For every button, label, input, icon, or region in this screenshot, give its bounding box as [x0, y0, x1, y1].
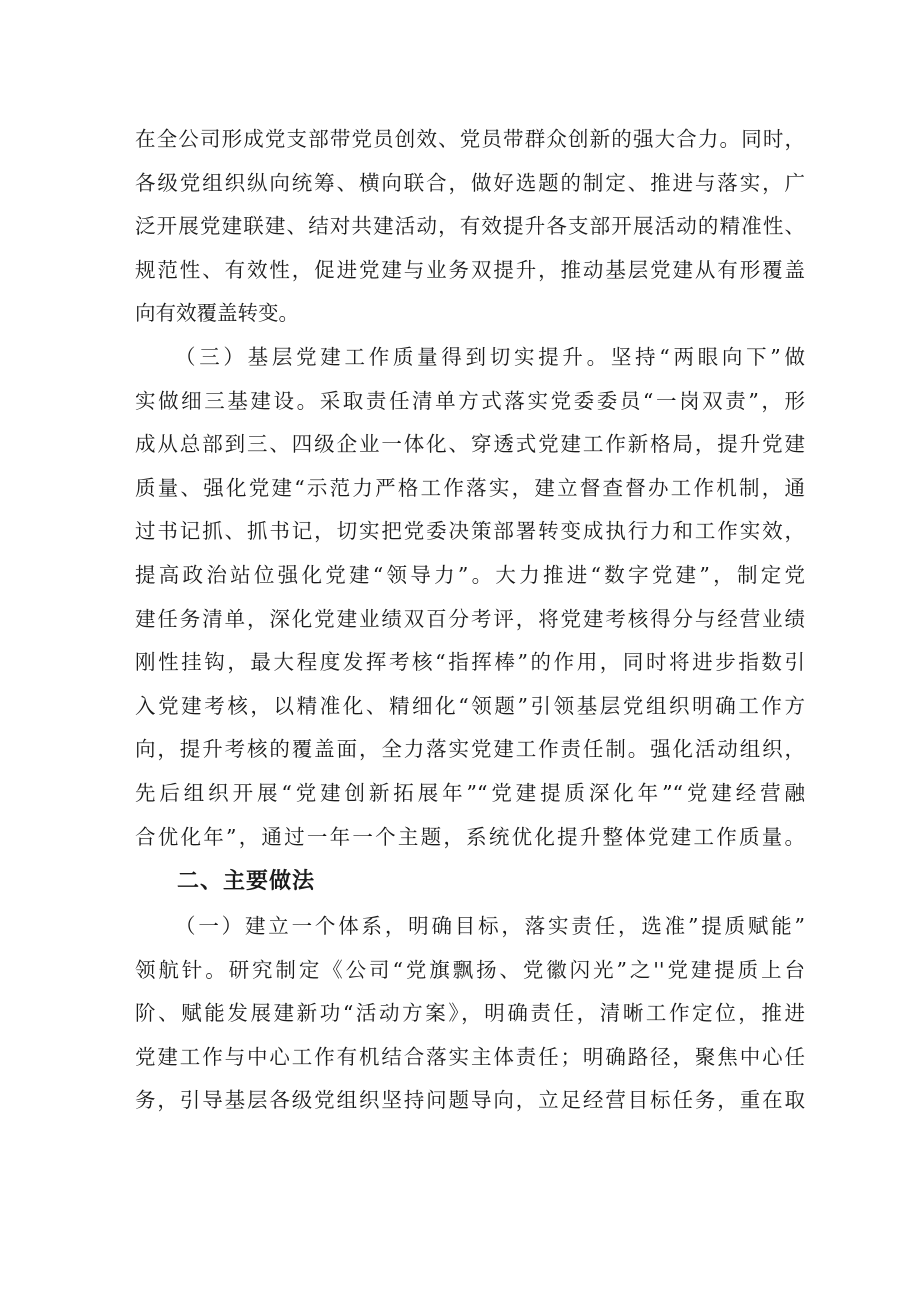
- text-line: 各级党组织纵向统筹、横向联合，做好选题的制定、推进与落实，广: [135, 170, 805, 195]
- text-line: （三）基层党建工作质量得到切实提升。坚持“两眼向下”做: [175, 344, 805, 369]
- text-line: 质量、强化党建“示范力严格工作落实，建立督查督办工作机制，通: [135, 475, 805, 500]
- text-line: 党建工作与中心工作有机结合落实主体责任；明确路径，聚焦中心任: [135, 1044, 805, 1069]
- document-body: [135, 118, 805, 1123]
- text-line: 向，提升考核的覆盖面，全力落实党建工作责任制。强化活动组织，: [135, 737, 805, 762]
- text-line: （一）建立一个体系，明确目标，落实责任，选准”提质赋能”: [175, 914, 805, 939]
- text-line: 刚性挂钩，最大程度发挥考核“指挥棒”的作用，同时将进步指数引: [135, 650, 805, 675]
- text-line: 过书记抓、抓书记，切实把党委决策部署转变成执行力和工作实效，: [135, 519, 805, 544]
- text-line: 入党建考核，以精准化、精细化“领题”引领基层党组织明确工作方: [135, 693, 805, 718]
- text-line: 先后组织开展“党建创新拓展年”“党建提质深化年”“党建经营融: [135, 780, 805, 805]
- text-line: 向有效覆盖转变。: [135, 301, 299, 326]
- text-line: 提高政治站位强化党建“领导力”。大力推进“数字党建”，制定党: [135, 562, 805, 587]
- text-line: 阶、赋能发展建新功“活动方案》，明确责任，清晰工作定位，推进: [135, 1001, 805, 1026]
- text-line: 泛开展党建联建、结对共建活动，有效提升各支部开展活动的精准性、: [135, 214, 805, 239]
- text-line: 成从总部到三、四级企业一体化、穿透式党建工作新格局，提升党建: [135, 432, 805, 457]
- text-line: 规范性、有效性，促进党建与业务双提升，推动基层党建从有形覆盖: [135, 257, 805, 282]
- text-line: 建任务清单，深化党建业绩双百分考评，将党建考核得分与经营业绩: [135, 606, 805, 631]
- text-line: 实做细三基建设。采取责任清单方式落实党委委员“一岗双责”，形: [135, 388, 805, 413]
- text-line: 务，引导基层各级党组织坚持问题导向，立足经营目标任务，重在取: [135, 1088, 805, 1113]
- text-line: 领航针。研究制定《公司“党旗飘扬、党徽闪光”之''党建提质上台: [135, 957, 805, 982]
- text-line: 合优化年”，通过一年一个主题，系统优化提升整体党建工作质量。: [135, 824, 805, 849]
- text-line: 在全公司形成党支部带党员创效、党员带群众创新的强大合力。同时，: [135, 127, 805, 151]
- section-heading: 二、主要做法: [177, 869, 316, 895]
